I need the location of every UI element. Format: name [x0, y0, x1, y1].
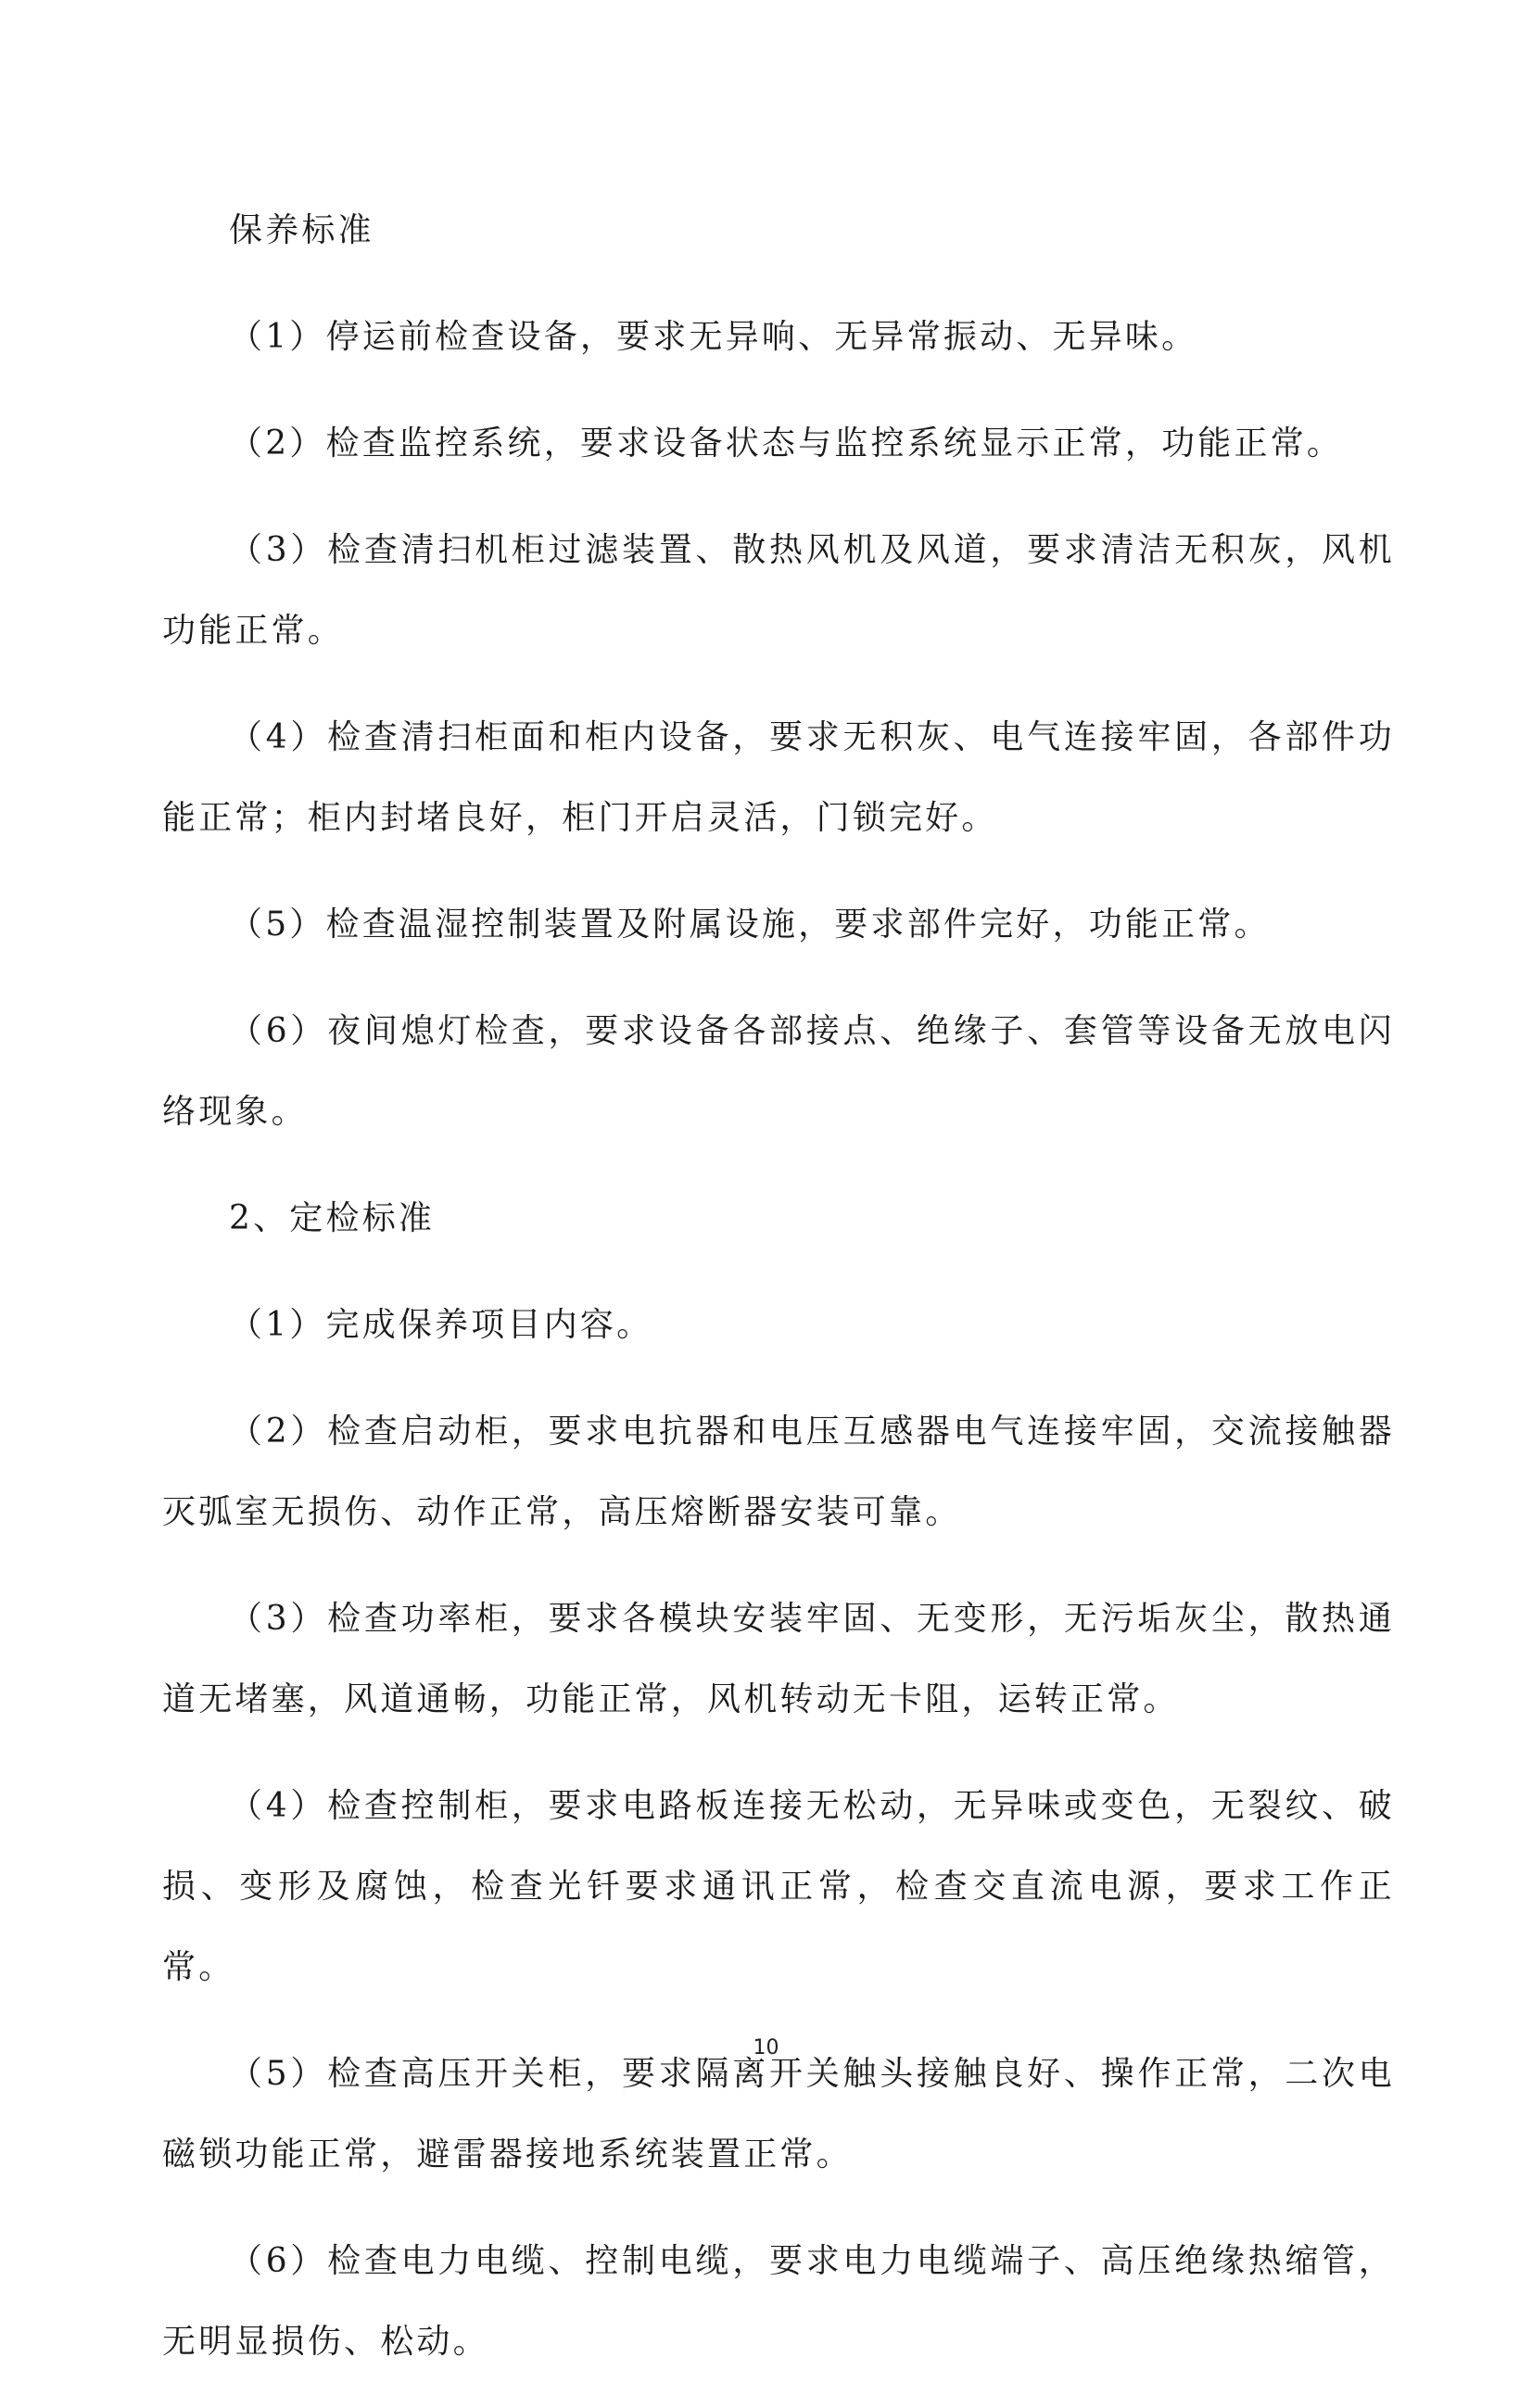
section-heading-maintenance: 保养标准 [229, 211, 374, 249]
section-heading-inspection: 2、定检标准 [229, 1199, 436, 1237]
paragraph: （4）检查清扫柜面和柜内设备，要求无积灰、电气连接牢固，各部件功能正常；柜内封堵良好，柜门开启灵活，门锁完好。 [162, 718, 1395, 837]
page-body [162, 190, 1395, 2408]
paragraph: （2）检查监控系统，要求设备状态与监控系统显示正常，功能正常。 [229, 425, 1344, 463]
paragraph: （1）停运前检查设备，要求无异响、无异常振动、无异味。 [229, 318, 1198, 356]
paragraph: （5）检查高压开关柜，要求隔离开关触头接触良好、操作正常，二次电磁锁功能正常，避雷器接地系统装置正常。 [162, 2055, 1395, 2174]
paragraph: （6）夜间熄灯检查，要求设备各部接点、绝缘子、套管等设备无放电闪络现象。 [162, 1012, 1395, 1131]
paragraph: （6）检查电力电缆、控制电缆，要求电力电缆端子、高压绝缘热缩管，无明显损伤、松动。 [162, 2242, 1395, 2361]
paragraph: （2）检查启动柜，要求电抗器和电压互感器电气连接牢固，交流接触器灭弧室无损伤、动作正常，高压熔断器安装可靠。 [162, 1413, 1395, 1531]
paragraph: （5）检查温湿控制装置及附属设施，要求部件完好，功能正常。 [229, 906, 1271, 944]
paragraph: （3）检查功率柜，要求各模块安装牢固、无变形，无污垢灰尘，散热通道无堵塞，风道通畅，功能正常，风机转动无卡阻，运转正常。 [162, 1600, 1395, 1718]
page-number: 10 [753, 2036, 779, 2059]
paragraph: （3）检查清扫机柜过滤装置、散热风机及风道，要求清洁无积灰，风机功能正常。 [162, 531, 1395, 650]
paragraph: （1）完成保养项目内容。 [229, 1306, 653, 1344]
paragraph: （4）检查控制柜，要求电路板连接无松动，无异味或变色，无裂纹、破损、变形及腐蚀，检查光钎要求通讯正常，检查交直流电源，要求工作正常。 [162, 1787, 1395, 1986]
